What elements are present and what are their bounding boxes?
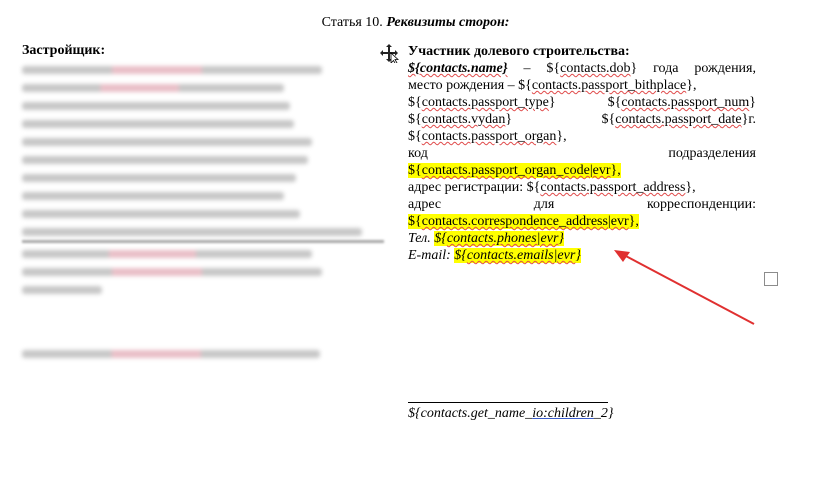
redacted-separator [22,240,384,243]
article-title [0,15,831,31]
subdivision-code-line: ${contacts.passport_organ_code|evr}, [408,163,621,178]
phone-line: Тел. ${contacts.phones|evr} [408,231,565,246]
email-line: E-mail: ${contacts.emails|evr} [408,248,581,263]
birthplace-line: место рождения – ${contacts.passport_bithplace}, [408,78,697,93]
passport-type-line: ${contacts.passport_type} ${contacts.passport_num} [408,95,756,110]
redacted-developer-sign [22,350,392,368]
name-dob-line: ${contacts.name} – ${contacts.dob} года рождения, [408,61,756,76]
signature-name: ${contacts.get_name_io:children_2} [408,406,614,421]
annotation-arrow-icon [600,240,765,330]
article-heading: Реквизиты сторон: [386,15,510,30]
redacted-developer-details [22,66,392,246]
redacted-developer-signatory [22,250,392,304]
passport-organ-line: ${contacts.passport_organ}, [408,129,567,144]
move-handle-icon[interactable] [379,43,399,63]
developer-heading: Застройщик: [22,43,106,58]
correspondence-address-line: ${contacts.correspondence_address|evr}, [408,214,639,229]
signature-line [408,402,608,403]
participant-details [408,43,756,264]
article-number: Статья 10. [321,15,383,30]
correspondence-label: адрес для корреспонденции: [408,197,757,212]
issued-by-line: ${contacts.vydan} ${contacts.passport_date}г. [408,112,756,127]
registration-address-line: адрес регистрации: ${contacts.passport_address}, [408,180,696,195]
layout-options-checkbox[interactable] [764,272,778,286]
participant-heading: Участник долевого строительства: [408,44,630,59]
subdivision-code-label: код подразделения [408,146,756,161]
